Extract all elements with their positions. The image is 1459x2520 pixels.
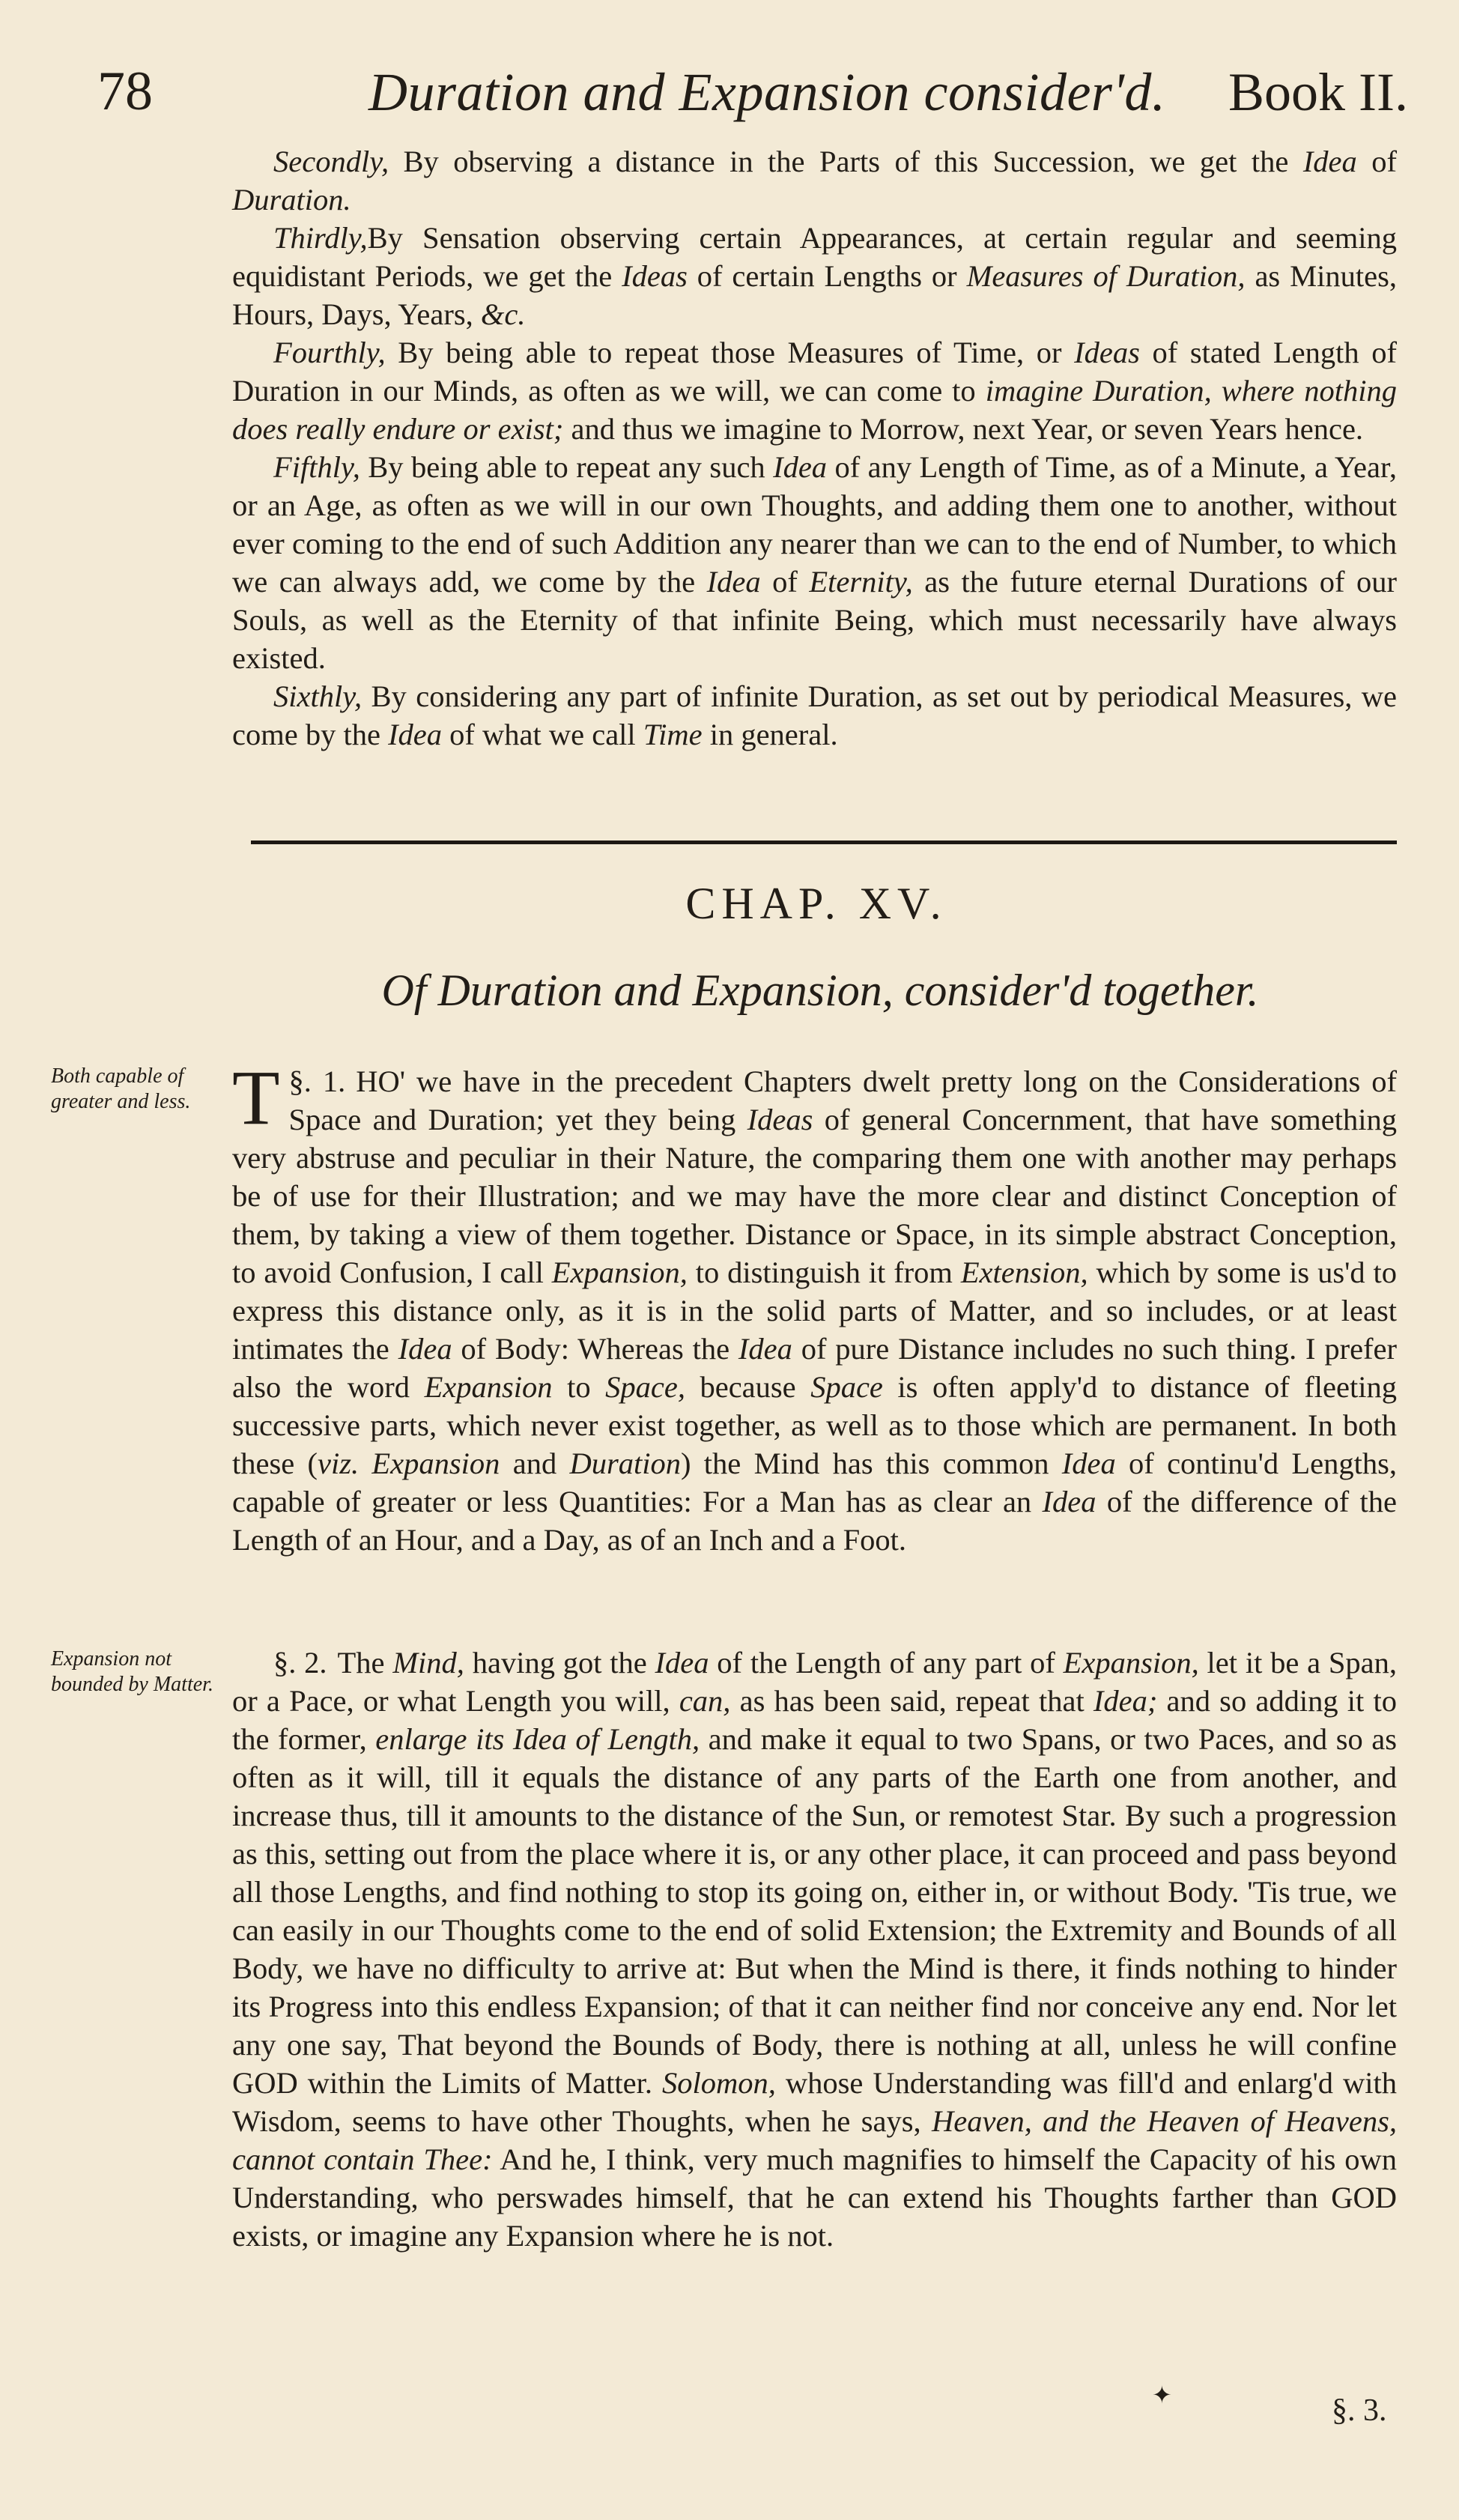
section-number: §. 1.	[288, 1064, 346, 1098]
chapter-title: Of Duration and Expansion, consider'd together.	[381, 966, 1259, 1015]
drop-cap: T	[232, 1055, 280, 1141]
book-label: Book II.	[1228, 62, 1408, 122]
top-paragraphs	[232, 142, 1397, 754]
section-2	[232, 1644, 1397, 2255]
section-number: §. 2.	[273, 1646, 327, 1680]
margin-note-section-1: Both capable of greater and less.	[51, 1064, 191, 1113]
paragraph-sixthly: Sixthly, By considering any part of infinite Duration, as set out by periodical Measures, we come by the Idea of what we call Time in general.	[232, 679, 1397, 751]
paragraph-fourthly: Fourthly, By being able to repeat those Measures of Time, or Ideas of stated Length of Duration in our Minds, as often as we will, we can come to imagine Duration, where nothing does really endure or exist; and thus we imagine to Morrow, next Year, or seven Years hence.	[232, 336, 1398, 446]
paragraph-secondly: Secondly, By observing a distance in the Parts of this Succession, we get the Idea of Duration.	[232, 145, 1397, 216]
section-1-paragraph: §. 1. T HO' we have in the precedent Chapters dwelt pretty long on the Considerations of Space and Duration; yet they being Ideas of general Concernment, that have something very abstruse and peculiar in their Nature, the comparing them one with another may perhaps be of use for their Illustration; and we may have the more clear and distinct Conception of them, by taking a view of them together. Distance or Space, in its simple abstract Conception, to avoid Confusion, I call Expansion, to distinguish it from Extension, which by some is us'd to express this distance only, as it is in the solid parts of Matter, and so includes, or at least intimates the Idea of Body: Whereas the Idea of pure Distance includes no such thing. I prefer also the word Expansion to Space, because Space is often apply'd to distance of fleeting successive parts, which never exist together, as well as to those which are permanent. In both these (viz. Expansion and Duration) the Mind has this common Idea of continu'd Lengths, capable of greater or less Quantities: For a Man has as clear an Idea of the difference of the Length of an Hour, and a Day, as of an Inch and a Foot.	[232, 1055, 1398, 1557]
section-2-paragraph: §. 2. The Mind, having got the Idea of the Length of any part of Expansion, let it be a Span, or a Pace, or what Length you will, can, as has been said, repeat that Idea; and so adding it to the former, enlarge its Idea of Length, and make it equal to two Spans, or two Paces, and so as often as it will, till it equals the distance of any parts of the Earth one from another, and increase thus, till it amounts to the distance of the Sun, or remotest Star. By such a progression as this, setting out from the place where it is, or any other place, it can proceed and pass beyond all those Lengths, and find nothing to stop its going on, either in, or without Body. 'Tis true, we can easily in our Thoughts come to the end of solid Extension; the Extremity and Bounds of all Body, we have no difficulty to arrive at: But when the Mind is there, it finds nothing to hinder its Progress into this endless Expansion; of that it can neither find nor conceive any end. Nor let any one say, That beyond the Bounds of Body, there is nothing at all, unless he will confine GOD within the Limits of Matter. Solomon, whose Understanding was fill'd and enlarg'd with Wisdom, seems to have other Thoughts, when he says, Heaven, and the Heaven of Heavens, cannot contain Thee: And he, I think, very much magnifies to himself the Capacity of his own Understanding, who perswades himself, that he can extend his Thoughts farther than GOD exists, or imagine any Expansion where he is not.	[232, 1646, 1398, 2253]
running-title: Duration and Expansion consider'd.	[368, 62, 1166, 122]
paragraph-thirdly: Thirdly,By Sensation observing certain Appearances, at certain regular and seeming equidistant Periods, we get the Ideas of certain Lengths or Measures of Duration, as Minutes, Hours, Days, Years, &c.	[232, 221, 1397, 331]
page-number: 78	[97, 61, 153, 122]
section-1	[232, 1055, 1398, 1559]
running-head	[90, 52, 1408, 135]
catchword: §. 3.	[1332, 2393, 1387, 2428]
margin-note-section-2: Expansion not bounded by Matter.	[51, 1647, 213, 1696]
chapter-rule	[251, 840, 1397, 844]
chapter-heading: CHAP. XV.	[685, 879, 947, 928]
paragraph-fifthly: Fifthly, By being able to repeat any such Idea of any Length of Time, as of a Minute, a Year, or an Age, as often as we will in our own Thoughts, and adding them one to another, without ever coming to the end of such Addition any nearer than we can to the end of Number, to which we can always add, we come by the Idea of Eternity, as the future eternal Durations of our Souls, as well as the Eternity of that infinite Being, which must necessarily have always existed.	[232, 450, 1398, 675]
printer-mark-icon: ✦	[1152, 2381, 1172, 2408]
